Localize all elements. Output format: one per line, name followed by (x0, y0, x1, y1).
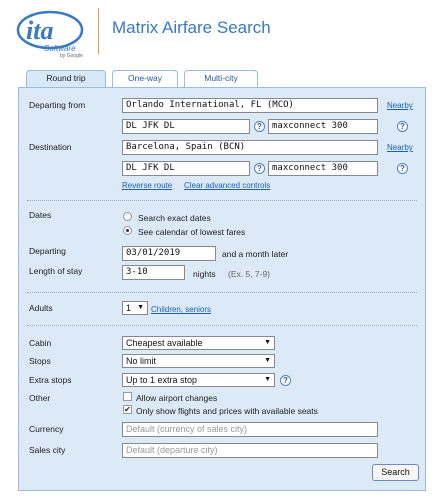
tab-multi-city[interactable]: Multi-city (184, 70, 258, 87)
tab-round-trip[interactable]: Round trip (26, 70, 106, 88)
routing-help-icon[interactable]: ? (254, 121, 265, 132)
length-of-stay-input[interactable]: 3-10 (122, 265, 185, 280)
stops-select[interactable] (122, 354, 275, 368)
sales-city-input[interactable]: Default (departure city) (122, 443, 378, 458)
nights-hint: (Ex. 5, 7-9) (228, 269, 271, 279)
chevron-down-icon: ▼ (264, 339, 271, 346)
cabin-label: Cabin (29, 338, 52, 348)
clear-advanced-controls-link[interactable]: Clear advanced controls (184, 181, 271, 190)
section-divider (27, 325, 417, 326)
allow-airport-changes-label: Allow airport changes (136, 393, 218, 403)
departing-nearby-link[interactable]: Nearby (387, 101, 413, 110)
logo-sub: Software (44, 44, 76, 53)
cabin-select[interactable] (122, 336, 275, 350)
departing-date-input[interactable]: 03/01/2019 (122, 246, 216, 261)
destination-label: Destination (29, 142, 72, 152)
nights-label: nights (193, 269, 216, 279)
currency-label: Currency (29, 424, 64, 434)
departing-extension-codes-input[interactable]: maxconnect 300 (268, 119, 378, 134)
chevron-down-icon: ▼ (137, 304, 144, 311)
currency-input[interactable]: Default (currency of sales city) (122, 422, 378, 437)
extra-stops-select[interactable] (122, 373, 275, 387)
calendar-lowest-fares-label: See calendar of lowest fares (138, 227, 246, 237)
adults-select[interactable] (122, 301, 148, 315)
departing-date-label: Departing (29, 246, 66, 256)
extra-stops-select-value: Up to 1 extra stop (126, 375, 198, 385)
ita-software-logo (16, 8, 88, 58)
routing-help-icon[interactable]: ? (254, 163, 265, 174)
available-seats-checkbox[interactable]: ✔ (124, 405, 131, 414)
allow-airport-changes-checkbox[interactable] (123, 392, 132, 401)
reverse-route-link[interactable]: Reverse route (122, 181, 173, 190)
logo-by: by Google (60, 53, 83, 58)
departing-routing-codes-input[interactable]: DL JFK DL (122, 119, 250, 134)
header (0, 0, 446, 66)
destination-input[interactable]: Barcelona, Spain (BCN) (122, 140, 378, 155)
tab-one-way[interactable]: One-way (112, 70, 178, 87)
search-button[interactable]: Search (372, 464, 419, 481)
departing-from-label: Departing from (29, 100, 86, 110)
stops-label: Stops (29, 356, 51, 366)
destination-extension-codes-input[interactable]: maxconnect 300 (268, 161, 378, 176)
extra-stops-label: Extra stops (29, 375, 72, 385)
stops-select-value: No limit (126, 356, 157, 366)
dates-label: Dates (29, 210, 52, 220)
children-seniors-link[interactable]: Children, seniors (151, 305, 212, 314)
chevron-down-icon: ▼ (264, 376, 271, 383)
sales-city-label: Sales city (29, 445, 66, 455)
section-divider (27, 200, 417, 201)
header-divider (98, 8, 99, 54)
departing-from-input[interactable]: Orlando International, FL (MCO) (122, 98, 378, 113)
search-exact-dates-radio[interactable] (123, 212, 132, 221)
calendar-lowest-fares-radio[interactable] (123, 226, 132, 235)
page-title: Matrix Airfare Search (112, 18, 271, 37)
available-seats-label: Only show flights and prices with available seats (136, 406, 318, 416)
destination-routing-codes-input[interactable]: DL JFK DL (122, 161, 250, 176)
adults-select-value: 1 (126, 303, 132, 313)
destination-nearby-link[interactable]: Nearby (387, 143, 413, 152)
extra-stops-help-icon[interactable]: ? (280, 375, 291, 386)
extension-help-icon[interactable]: ? (397, 163, 408, 174)
section-divider (27, 292, 417, 293)
search-exact-dates-label: Search exact dates (138, 213, 211, 223)
cabin-select-value: Cheapest available (126, 338, 203, 348)
adults-label: Adults (29, 303, 53, 313)
extension-help-icon[interactable]: ? (397, 121, 408, 132)
logo-text: ita (26, 16, 54, 45)
chevron-down-icon: ▼ (264, 357, 271, 364)
other-label: Other (29, 393, 51, 403)
length-of-stay-label: Length of stay (29, 266, 83, 276)
month-later-text: and a month later (222, 249, 289, 259)
search-form-panel (18, 87, 426, 491)
